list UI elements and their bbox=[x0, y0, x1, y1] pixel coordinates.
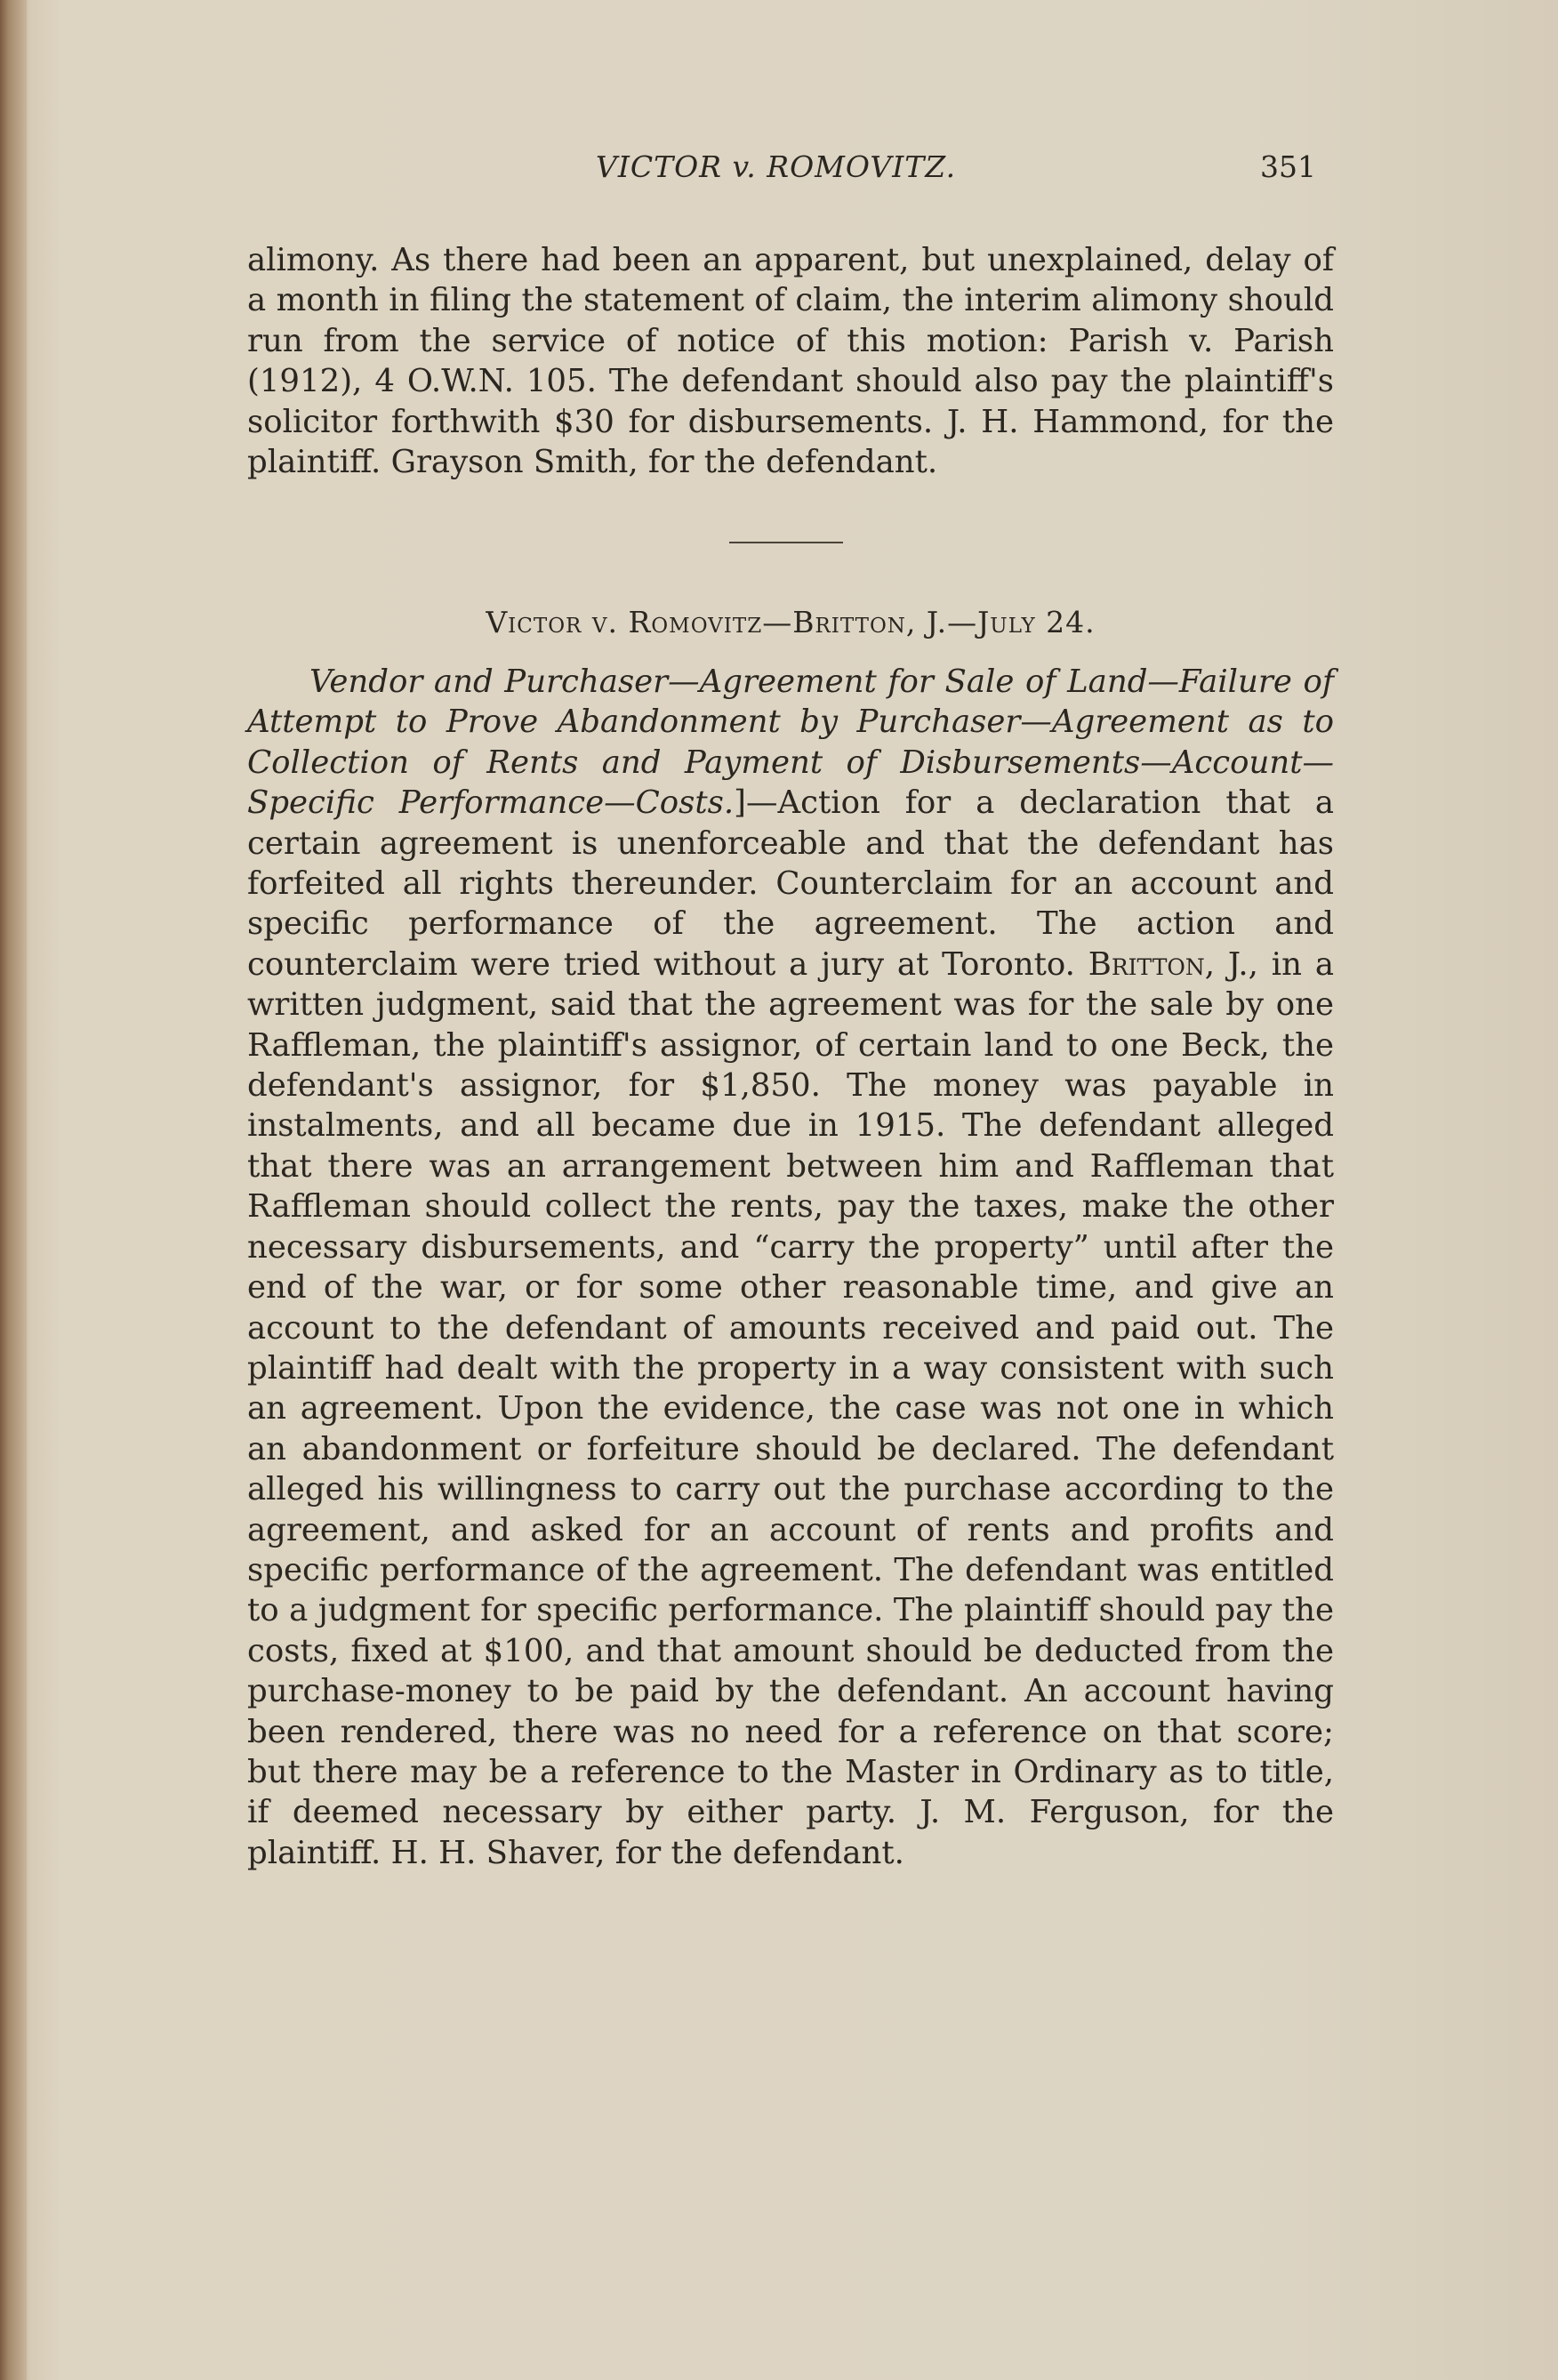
case-report bbox=[247, 662, 1334, 1873]
page-number: 351 bbox=[1260, 149, 1316, 184]
case-title-dash-2: — bbox=[947, 605, 978, 639]
case-body-text-1: ]—Action for a declaration that a certain agreement is unenforceable and that the defendant has forfeited all rights thereunder. Counterclaim for an account and specific performance of the agreement. The action and counterclaim were tried without a jury at Toronto. bbox=[247, 784, 1334, 983]
section-divider bbox=[729, 542, 843, 543]
case-date: July 24. bbox=[977, 605, 1096, 639]
case-title: Victor v. Romovitz bbox=[486, 605, 763, 639]
case-title-dash: — bbox=[762, 605, 793, 639]
case-judge: Britton, J. bbox=[792, 605, 948, 639]
case-headnote: Vendor and Purchaser—Agreement for Sale of Land—Failure of Attempt to Prove Abandonment by Purchaser—Agreement as to Collection of Rents and Payment of Disbursements—Account—Specific Performance—Costs. bbox=[247, 663, 1334, 822]
case-paragraph bbox=[247, 662, 1334, 1873]
running-head bbox=[249, 149, 1316, 194]
page-gutter bbox=[0, 0, 27, 2380]
case-body-judge: Britton, J. bbox=[1088, 945, 1249, 983]
case-heading bbox=[247, 605, 1334, 639]
continuation-paragraph bbox=[247, 240, 1334, 482]
running-title: VICTOR v. ROMOVITZ. bbox=[596, 149, 957, 184]
case-body-text-2: , in a written judgment, said that the agreement was for the sale by one Raffleman, the plaintiff's assignor, of certain land to one Beck, the defendant's assignor, for $1,850. The money was payable in instalments, and all became due in 1915. The defendant alleged that there was an arrangement between him and Raffleman that Raffleman should collect the rents, pay the taxes, make the other necessary disbursements, and “carry the property” until after the end of the war, or for some other reasonable time, and give an account to the defendant of amounts received and paid out. The plaintiff had dealt with the property in a way consistent with such an agreement. Upon the evidence, the case was not one in which an abandonment or forfeiture should be declared. The defendant alleged his willingness to carry out the purchase according to the agreement, and asked for an account of rents and profits and specific performance of the agreement. The defendant was entitled to a judgment for specific performance. The plaintiff should pay the costs, fixed at $100, and that amount should be deducted from the purchase-money to be paid by the defendant. An account having been rendered, there was no need for a reference on that score; but there may be a reference to the Master in Ordinary as to title, if deemed necessary by either party. J. M. Ferguson, for the plaintiff. H. H. Shaver, for the defendant. bbox=[247, 945, 1334, 1871]
continuation-text: alimony. As there had been an apparent, but unexplained, delay of a month in filing the statement of claim, the interim alimony should run from the service of notice of this motion: Parish v. Parish (1912), 4 O.W.N. 105. The defendant should also pay the plaintiff's solicitor forthwith $30 for disbursements. J. H. Hammond, for the plaintiff. Grayson Smith, for the defendant. bbox=[247, 242, 1334, 481]
